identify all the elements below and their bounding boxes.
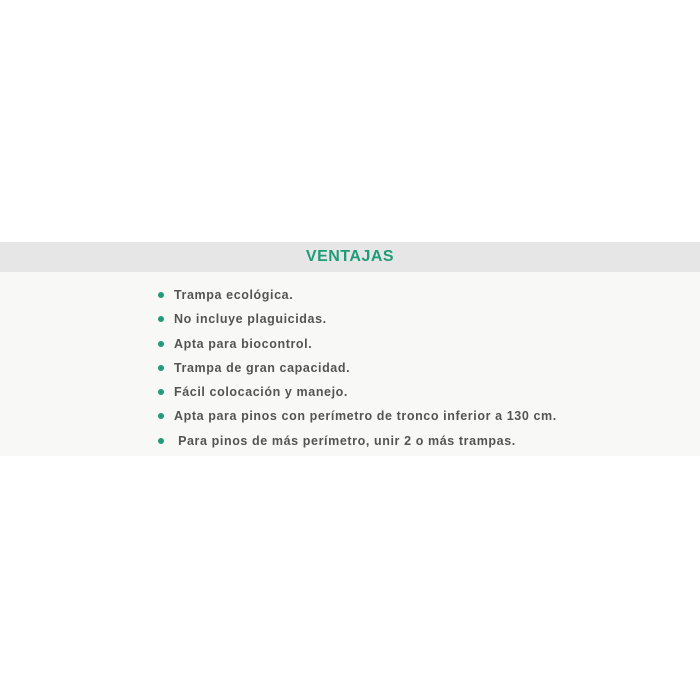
list-item-text: Para pinos de más perímetro, unir 2 o más trampas. — [174, 433, 516, 448]
section-title: VENTAJAS — [305, 248, 395, 265]
bullet-icon — [158, 292, 164, 298]
bullet-icon — [158, 316, 164, 322]
list-item — [0, 361, 700, 385]
bullet-icon — [158, 438, 164, 444]
list-item-text: Trampa ecológica. — [174, 288, 294, 302]
bullet-icon — [158, 389, 164, 395]
list-item-text: Trampa de gran capacidad. — [174, 360, 351, 375]
list-item — [0, 434, 700, 458]
list-item-text: Apta para pinos con perímetro de tronco inferior a 130 cm. — [174, 409, 557, 424]
list-item-text: Fácil colocación y manejo. — [174, 385, 348, 400]
list-item-text: Apta para biocontrol. — [174, 336, 313, 351]
bullet-icon — [158, 365, 164, 371]
advantages-panel — [0, 242, 700, 456]
advantages-list — [0, 288, 700, 458]
list-item — [0, 337, 700, 361]
advantages-header — [0, 242, 700, 272]
bullet-icon — [158, 341, 164, 347]
bullet-icon — [158, 413, 164, 419]
list-item — [0, 385, 700, 409]
list-item — [0, 409, 700, 433]
list-item-text: No incluye plaguicidas. — [174, 312, 327, 327]
list-item — [0, 312, 700, 336]
list-item — [0, 288, 700, 312]
